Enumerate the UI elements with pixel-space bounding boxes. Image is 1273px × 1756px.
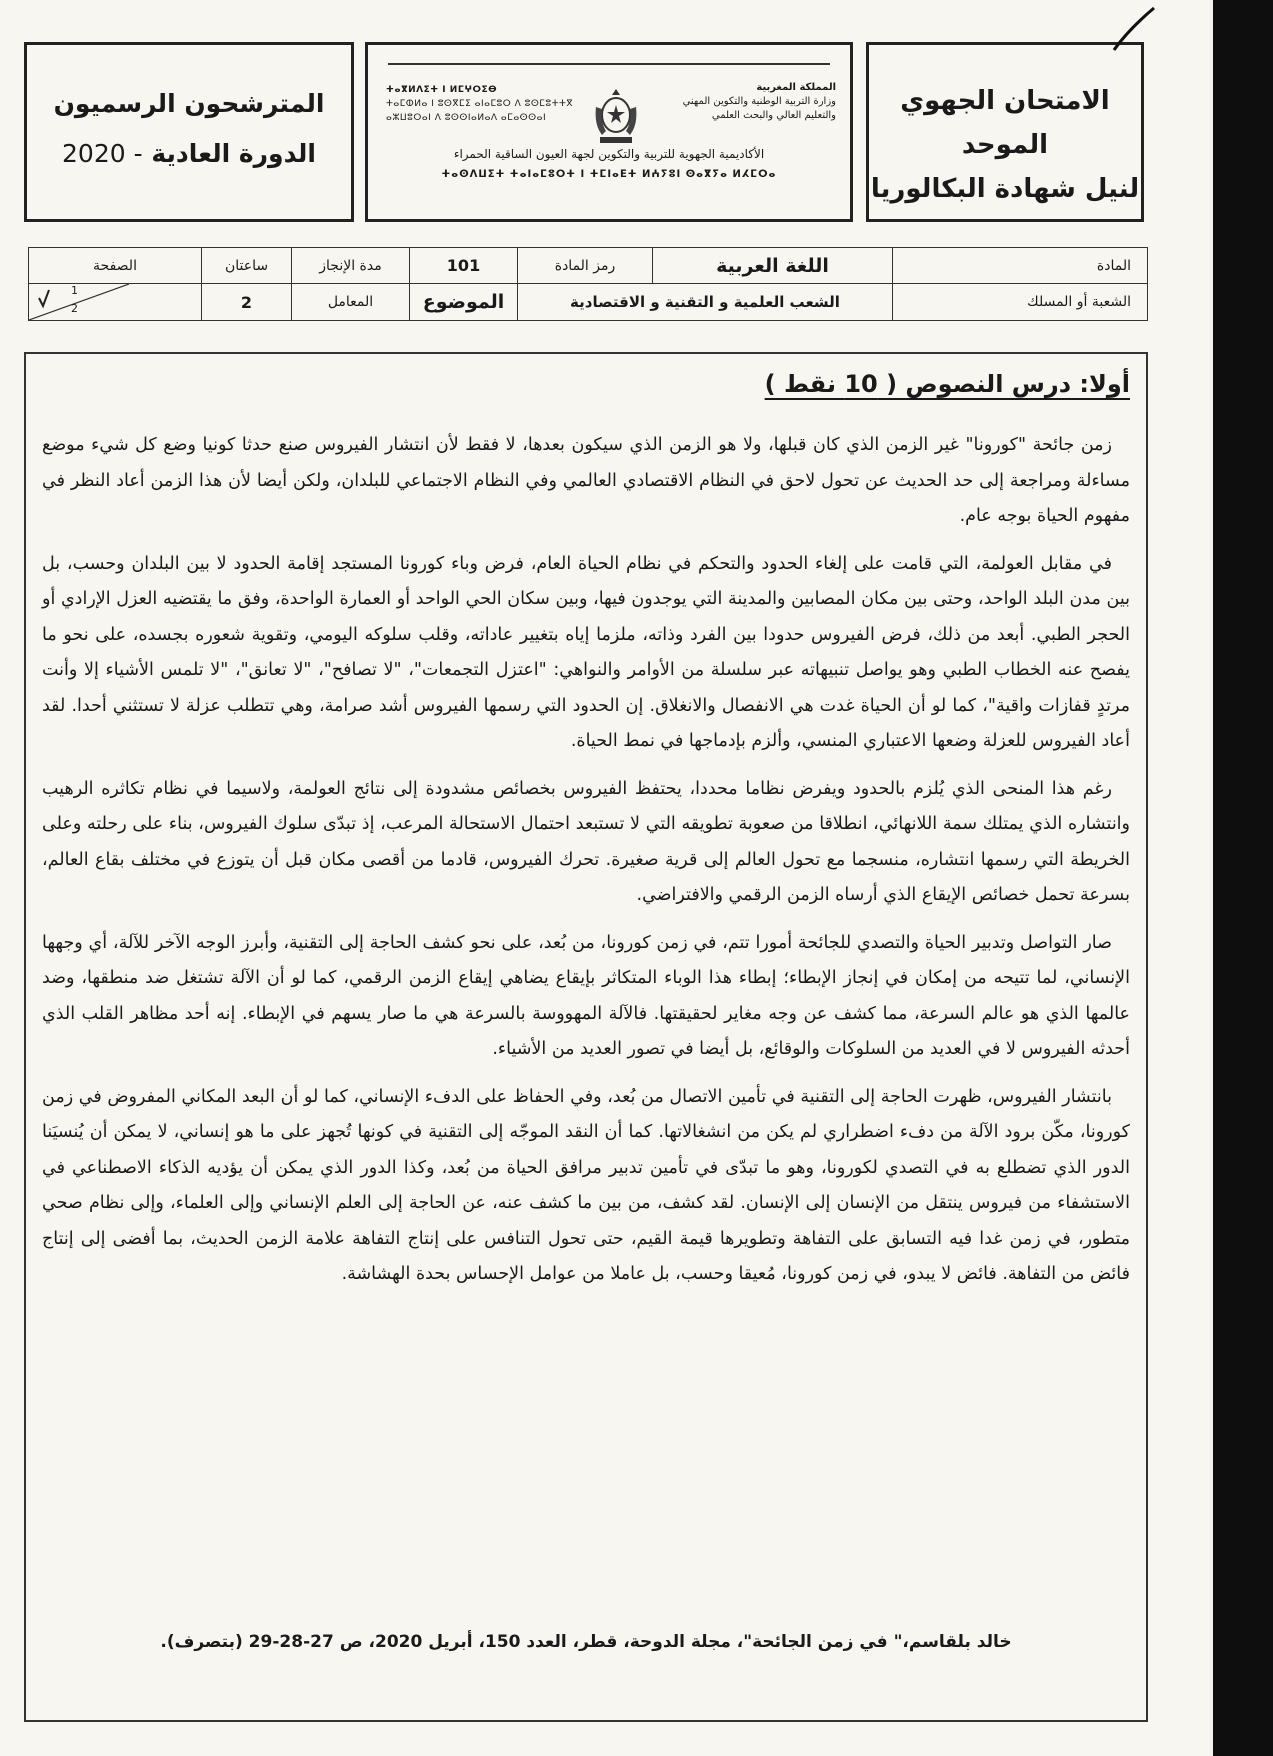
ministry-tf-line3: ⴰⵣⵡⵓⵔⴰⵏ ⴷ ⵓⵙⵙⵏⴰⵍⴰⴷ ⴰⵎⴰⵙⵙⴰⵏ (386, 113, 547, 123)
text-box (24, 352, 1148, 1722)
ministry-arabic (661, 81, 836, 123)
ministry-ar-line1: المملكة المغربية (756, 82, 836, 93)
stream-value: الشعب العلمية و التقنية و الاقتصادية (518, 284, 893, 321)
academy-arabic: الأكاديمية الجهوية للتربية والتكوين لجهة العيون الساقية الحمراء (453, 147, 765, 161)
paragraph: في مقابل العولمة، التي قامت على إلغاء الحدود والتحكم في نظام الحياة العام، فرض وباء كورونا المستجد إقامة الحدود لا بين البلدان وحسب، بل بين مدن البلد الواحد، وحتى بين مكان المصابين والمدينة التي يوجدون فيها، وبين سكان الحي الواحد أو العمارة الواحدة، وفق ما يقتضيه العزل الإرادي أو الحجر الطبي. أبعد من ذلك، فرض الفيروس حدودا بين الفرد وذاته، ملزما إياه بتغيير عاداته، وقلب سلوكه اليومي، وتقوية شعوره بجسده، على نحو ما يفصح عنه الخطاب الطبي وهو يواصل تنبيهاته عبر سلسلة من الأوامر والنواهي: "اعتزل التجمعات"، "لا تصافح"، "لا تعانق"، "لا تلمس الأشياء إلا وأنت مرتدٍ قفازات واقية"، كما لو أن الحياة غدت هي الانفصال والانغلاق. إن الحدود التي رسمها الفيروس أشد صرامة، وهي تتطلب عزلة لا تستثني أحدا. لقد أعاد الفيروس للعزلة وضعها الاعتباري المنسي، وألزم بإدماجها في نمط الحياة. (42, 553, 1130, 751)
paragraph: بانتشار الفيروس، ظهرت الحاجة إلى التقنية في تأمين الاتصال من بُعد، وفي الحفاظ على الدفء الإنساني، كما لو أن البعد المكاني المفروض في زمن كورونا، مكّن برود الآلة من دفء اضطراري لم يكن من انشغالاتها. كما أن النقد الموجّه إلى التقنية في كونها تُجهز على ما هو إنساني، لا يمكن أن يُنسيَنا الدور الذي تضطلع به في التصدي لكورونا، وهو ما تبدّى في تأمين تدبير مرافق الحياة من بُعد، وكذا الدور الذي يمكن أن يؤديه الذكاء الاصطناعي في الاستشفاء من فيروس ينتقل من الإنسان إلى الإنسان. لقد كشف، من بين ما كشف عنه، عن الحاجة إلى العلم الإنساني وإلى العلماء، وإلى نظام صحي متطور، في زمن غدا فيه التسابق على التفاهة وتطويرها قيمة القيم، حتى تحول التنافس على إنتاج التفاهة علامة الزمن الحديث، بما أفضى إلى إنتاج فائض من التفاهة. فائض لا يبدو، في زمن كورونا، مُعيقا وحسب، بل عاملا من عوامل الإحساس بحدة الهشاشة. (42, 1086, 1130, 1284)
passage (42, 428, 1130, 1305)
page-total: 2 (71, 302, 78, 315)
code-label: رمز المادة (518, 248, 653, 284)
ministry-ar-line3: والتعليم العالي والبحث العلمي (711, 110, 836, 121)
exam-title-line1: الامتحان الجهوي الموحد (900, 86, 1110, 160)
session-label: الدورة العادية (151, 139, 316, 168)
ministry-tf-line1: ⵜⴰⴳⵍⴷⵉⵜ ⵏ ⵍⵎⵖⵔⵉⴱ (386, 85, 498, 95)
info-row-1 (29, 248, 1148, 284)
page-number: 1 (71, 284, 78, 297)
ministry-tf-line2: ⵜⴰⵎⵀⵍⴰ ⵏ ⵓⵙⴳⵎⵉ ⴰⵏⴰⵎⵓⵔ ⴷ ⵓⵙⵎⵓⵜⵜⴳ (386, 99, 574, 109)
page-fraction-cell (29, 284, 202, 321)
coat-of-arms-icon (590, 85, 642, 147)
pen-stroke-mark (1108, 6, 1158, 52)
source-citation: خالد بلقاسم،" في زمن الجائحة"، مجلة الدوحة، قطر، العدد 150، أبريل 2020، ص 27-28-29 (بتصرف). (160, 1632, 1012, 1652)
academy-tifinagh: ⵜⴰⵙⴷⵡⵉⵜ ⵜⴰⵏⴰⵎⵓⵔⵜ ⵏ ⵜⵎⵏⴰⴹⵜ ⵍⵄⵢⵓⵏ ⵙⴰⴳⵢⴰ ⵍⵃⵎⵔⴰ (441, 169, 777, 180)
session-year: - 2020 (62, 139, 143, 168)
page-fraction-diagonal (29, 284, 129, 320)
scan-border (1213, 0, 1273, 1756)
duration-value: ساعتان (202, 248, 292, 284)
candidates-title: المترشحون الرسميون (53, 89, 325, 118)
exam-title-box (866, 42, 1144, 222)
stream-label: الشعبة أو المسلك (893, 284, 1148, 321)
exam-info-table (28, 247, 1148, 321)
page-fraction (29, 284, 201, 320)
topic-label: الموضوع (410, 284, 518, 321)
session-box (24, 42, 354, 222)
info-row-2 (29, 284, 1148, 321)
coef-value: 2 (202, 284, 292, 321)
code-value: 101 (410, 248, 518, 284)
duration-label: مدة الإنجاز (292, 248, 410, 284)
section-title: أولا: درس النصوص ( 10 نقط ) (764, 370, 1130, 398)
paragraph: رغم هذا المنحى الذي يُلزم بالحدود ويفرض نظاما محددا، يحتفظ الفيروس بخصائص مشدودة إلى نتائج العولمة، ولاسيما في نظام تكاثره الرهيب وانتشاره الذي يمتلك سمة اللانهائي، انطلاقا من صعوبة تطويقه التي لا تستبعد احتمال الاستحالة المرعب، إذ تبدّى سلوك الفيروس، بناء على رحلته وعلى الخريطة التي رسمها انتشاره، منسجما مع تحول العالم إلى قرية صغيرة. تحرك الفيروس، قادما من أقصى مكان قبل أن يتوزع في مختلف بقاع العالم، بسرعة تحمل خصائص الإيقاع الذي أرساه الزمن الرقمي والافتراضي. (42, 778, 1130, 905)
ministry-ar-line2: وزارة التربية الوطنية والتكوين المهني (682, 96, 836, 107)
exam-title (869, 79, 1141, 211)
subject-value: اللغة العربية (653, 248, 893, 284)
page-label: الصفحة (29, 248, 202, 284)
exam-title-line2: لنيل شهادة البكالوريا (870, 174, 1140, 204)
ministry-box (365, 42, 853, 222)
session-info (27, 79, 351, 179)
paragraph: صار التواصل وتدبير الحياة والتصدي للجائحة أمورا تتم، في زمن كورونا، من بُعد، على نحو كشف الحاجة إلى التقنية، وأبرز الوجه الآخر للآلة، أي وجهها الإنساني، لما تتيحه من إمكان في إنجاز الإبطاء؛ إبطاء هذا الوباء المتكاثر بإيقاع يضاهي إيقاع الزمن الرقمي، كما لو أن الآلة تشتغل ضد منطقها، وضد عالمها الذي هو عالم السرعة، مما كشف عن وجه مغاير لحقيقتها. فالآلة المهووسة بالسرعة هي ما صار يسهم في الإبطاء. إنه أحد مظاهر القلب الذي أحدثه الفيروس لا في العديد من السلوكات والوقائع، بل أيضا في تصور العديد من الأشياء. (42, 932, 1130, 1059)
paragraph: زمن جائحة "كورونا" غير الزمن الذي كان قبلها، ولا هو الزمن الذي سيكون بعدها، لا فقط لأن انتشار الفيروس صنع حدثا كونيا وضع كل شيء موضع مساءلة ومراجعة إلى حد الحديث عن تحول لاحق في النظام الاقتصادي العالمي وفي النظام الاجتماعي للبلدان، ولكن أيضا لأن هذا الزمن أعاد النظر في مفهوم الحياة بوجه عام. (42, 435, 1130, 526)
ministry-tifinagh (386, 83, 576, 125)
subject-label: المادة (893, 248, 1148, 284)
top-rule (388, 63, 830, 65)
coef-label: المعامل (292, 284, 410, 321)
